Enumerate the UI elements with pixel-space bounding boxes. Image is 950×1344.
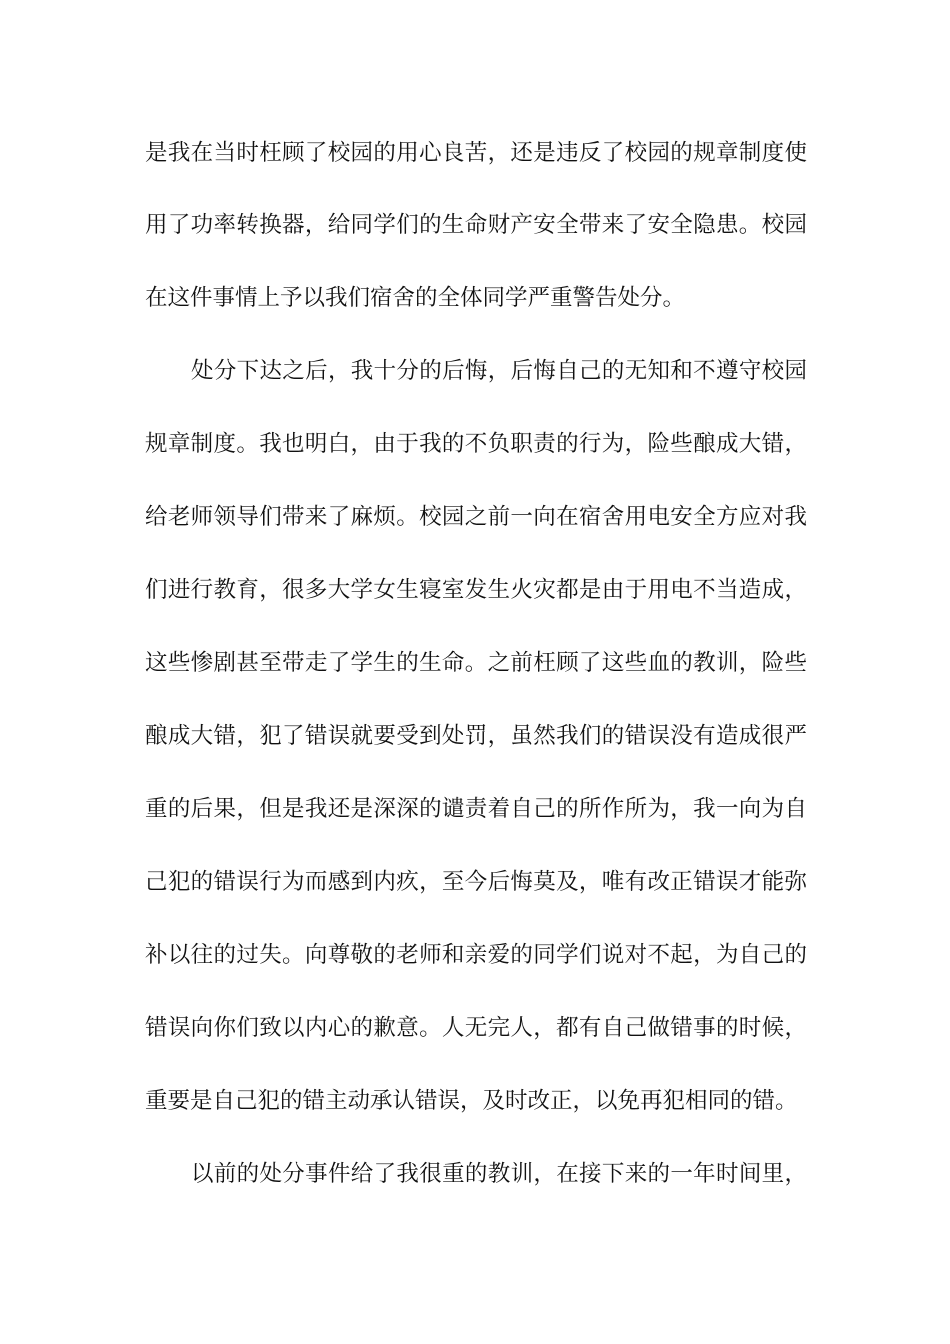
text-line: 补以往的过失。向尊敬的老师和亲爱的同学们说对不起，为自己的 <box>145 942 807 968</box>
paragraph-start-line: 处分下达之后，我十分的后悔，后悔自己的无知和不遵守校园 <box>191 358 807 384</box>
text-line: 规章制度。我也明白，由于我的不负职责的行为，险些酿成大错， <box>145 431 807 457</box>
text-line: 给老师领导们带来了麻烦。校园之前一向在宿舍用电安全方应对我 <box>145 504 807 530</box>
text-line: 重的后果，但是我还是深深的谴责着自己的所作所为，我一向为自 <box>145 796 807 822</box>
text-line: 酿成大错，犯了错误就要受到处罚，虽然我们的错误没有造成很严 <box>145 723 807 749</box>
text-line: 是我在当时枉顾了校园的用心良苦，还是违反了校园的规章制度使 <box>145 140 807 166</box>
text-line: 这些惨剧甚至带走了学生的生命。之前枉顾了这些血的教训，险些 <box>145 650 807 676</box>
text-line: 们进行教育，很多大学女生寝室发生火灾都是由于用电不当造成， <box>145 577 807 603</box>
text-line: 在这件事情上予以我们宿舍的全体同学严重警告处分。 <box>145 285 686 311</box>
text-line: 己犯的错误行为而感到内疚，至今后悔莫及，唯有改正错误才能弥 <box>145 869 807 895</box>
paragraph-start-line: 以前的处分事件给了我很重的教训，在接下来的一年时间里， <box>191 1161 807 1187</box>
text-line: 重要是自己犯的错主动承认错误，及时改正，以免再犯相同的错。 <box>145 1088 798 1114</box>
text-line: 用了功率转换器，给同学们的生命财产安全带来了安全隐患。校园 <box>145 212 807 238</box>
text-line: 错误向你们致以内心的歉意。人无完人，都有自己做错事的时候， <box>145 1015 807 1041</box>
